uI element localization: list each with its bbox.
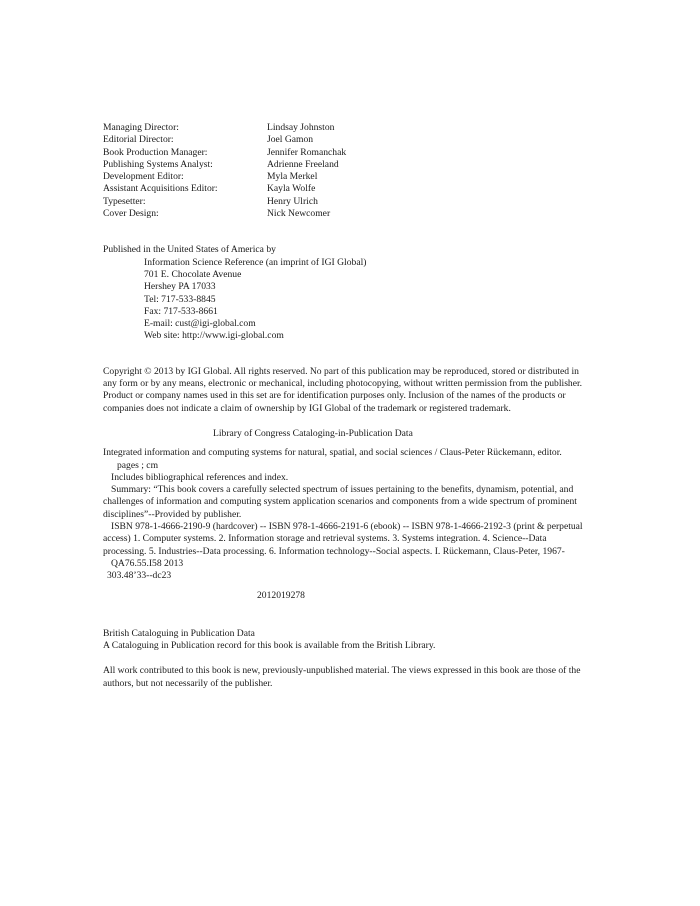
publisher-address	[103, 257, 623, 343]
cip-summary-line: challenges of information and computing system application scenarios and components from a wide spectrum of prominent	[103, 496, 577, 508]
credit-row	[103, 122, 623, 134]
cip-includes: Includes bibliographical references and index.	[111, 471, 289, 483]
credit-row	[103, 196, 623, 208]
credit-name: Myla Merkel	[267, 171, 318, 183]
disclaimer-line: authors, but not necessarily of the publisher.	[103, 677, 273, 689]
credit-row	[103, 159, 623, 171]
credits-list	[103, 122, 623, 220]
credit-row	[103, 208, 623, 220]
credit-role: Publishing Systems Analyst:	[103, 158, 213, 170]
credit-name: Kayla Wolfe	[267, 183, 316, 195]
publisher-email: E-mail: cust@igi-global.com	[144, 318, 256, 330]
publisher-street: 701 E. Chocolate Avenue	[144, 268, 242, 280]
cip-classification: QA76.55.I58 2013	[111, 557, 184, 569]
credit-name: Jennifer Romanchak	[267, 146, 347, 158]
british-heading: British Cataloguing in Publication Data	[103, 627, 255, 639]
disclaimer-line: All work contributed to this book is new, previously-unpublished material. The views expressed in this book are those of the	[103, 665, 581, 677]
disclaimer	[103, 665, 623, 690]
publisher-city: Hershey PA 17033	[144, 281, 216, 293]
cip-record	[103, 447, 623, 602]
cip-heading: Library of Congress Cataloging-in-Publication Data	[213, 427, 413, 439]
publisher-tel: Tel: 717-533-8845	[144, 293, 216, 305]
credit-row	[103, 183, 623, 195]
copyright-line: companies does not indicate a claim of ownership by IGI Global of the trademark or registered trademark.	[103, 402, 511, 414]
copyright-line: Copyright © 2013 by IGI Global. All rights reserved. No part of this publication may be reproduced, stored or distributed in	[103, 365, 579, 377]
british-cataloguing	[103, 628, 623, 653]
credit-role: Cover Design:	[103, 208, 159, 220]
credit-name: Lindsay Johnston	[267, 122, 335, 133]
cip-lccn: 2012019278	[257, 589, 305, 601]
cip-dewey: 303.48’33--dc23	[107, 570, 172, 582]
cip-isbn-line: processing. 5. Industries--Data processing. 6. Information technology--Social aspects. I. Rückemann, Claus-Peter, 1967-	[103, 545, 565, 557]
cip-title: Integrated information and computing systems for natural, spatial, and social sciences / Claus-Peter Rückemann, editor.	[103, 447, 562, 459]
credit-role: Assistant Acquisitions Editor:	[103, 183, 218, 195]
credit-role: Editorial Director:	[103, 134, 174, 146]
publisher-website: Web site: http://www.igi-global.com	[144, 330, 284, 342]
cip-isbn-line: access) 1. Computer systems. 2. Information storage and retrieval systems. 3. Systems integration. 4. Science--Data	[103, 533, 547, 545]
copyright-line: Product or company names used in this set are for identification purposes only. Inclusion of the names of the products or	[103, 390, 566, 402]
credit-name: Nick Newcomer	[267, 208, 331, 220]
credit-row	[103, 134, 623, 146]
copyright-line: any form or by any means, electronic or mechanical, including photocopying, without written permission from the publisher.	[103, 378, 583, 390]
cip-pages: pages ; cm	[117, 459, 159, 471]
credit-name: Adrienne Freeland	[267, 158, 339, 170]
credit-role: Book Production Manager:	[103, 146, 208, 158]
credit-role: Managing Director:	[103, 122, 179, 133]
credit-row	[103, 147, 623, 159]
credit-role: Typesetter:	[103, 195, 146, 207]
cip-summary-line: Summary: “This book covers a carefully selected spectrum of issues pertaining to the benefits, dynamism, potential, and	[111, 484, 574, 496]
credit-name: Joel Gamon	[267, 134, 314, 146]
cip-isbn-line: ISBN 978-1-4666-2190-9 (hardcover) -- ISBN 978-1-4666-2191-6 (ebook) -- ISBN 978-1-4666-2192-3 (print & perpetual	[111, 521, 583, 533]
publisher-fax: Fax: 717-533-8661	[144, 305, 218, 317]
publisher-name: Information Science Reference (an imprint of IGI Global)	[144, 256, 367, 268]
copyright-page	[103, 122, 623, 690]
credit-role: Development Editor:	[103, 171, 184, 183]
credit-name: Henry Ulrich	[267, 195, 318, 207]
publisher-intro: Published in the United States of America by	[103, 244, 276, 256]
copyright-notice	[103, 366, 623, 415]
cip-summary-line: disciplines”--Provided by publisher.	[103, 508, 242, 520]
credit-row	[103, 171, 623, 183]
british-text: A Cataloguing in Publication record for this book is available from the British Library.	[103, 640, 436, 652]
publisher-block	[103, 244, 623, 342]
